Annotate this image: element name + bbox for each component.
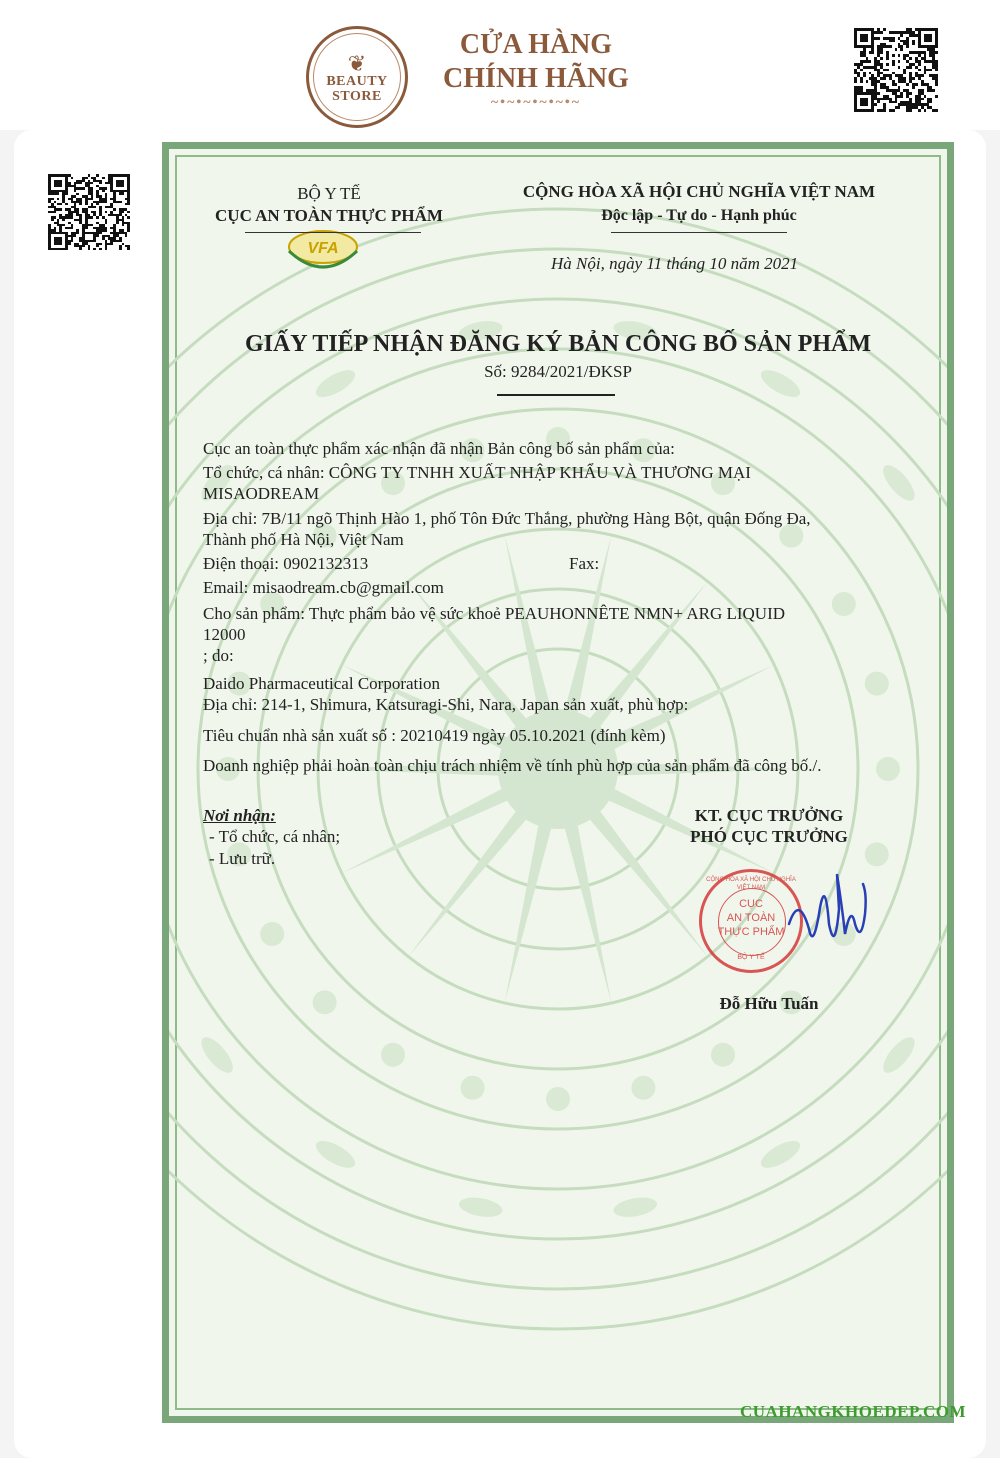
qr-code-side-icon[interactable]	[48, 174, 130, 250]
body-line: Thành phố Hà Nội, Việt Nam	[203, 530, 404, 549]
qr-module	[105, 179, 108, 182]
qr-module	[915, 92, 918, 95]
qr-module	[895, 86, 898, 89]
qr-module	[903, 28, 906, 31]
logo-text-line1: BEAUTY	[326, 74, 388, 89]
qr-module	[880, 74, 883, 77]
qr-module	[880, 95, 883, 98]
qr-module	[124, 195, 127, 198]
qr-module	[906, 63, 909, 66]
qr-module	[868, 42, 871, 45]
agency-name-line1: BỘ Y TẾ	[297, 184, 361, 203]
qr-module	[90, 247, 93, 250]
qr-code-icon[interactable]	[854, 28, 938, 112]
qr-module	[921, 109, 924, 112]
issue-date: Hà Nội, ngày 11 tháng 10 năm 2021	[551, 254, 799, 273]
certificate-title: GIẤY TIẾP NHẬN ĐĂNG KÝ BẢN CÔNG BỐ SẢN PHẨM	[244, 331, 872, 357]
nation-line2: Độc lập - Tự do - Hạnh phúc	[601, 207, 797, 224]
body-line: Địa chỉ: 214-1, Shimura, Katsuragi-Shi, Nara, Japan sản xuất, phù hợp:	[203, 695, 689, 714]
nation-underline	[611, 232, 787, 233]
qr-module	[871, 63, 874, 66]
store-header	[0, 0, 1000, 130]
logo-inner-ring	[313, 33, 401, 121]
qr-module	[874, 28, 877, 31]
qr-module	[88, 195, 91, 198]
qr-module	[868, 106, 871, 109]
qr-module	[124, 247, 127, 250]
qr-module	[90, 237, 93, 240]
qr-module	[863, 57, 866, 60]
qr-module	[935, 106, 938, 109]
signer-name: Đỗ Hữu Tuấn	[719, 994, 819, 1013]
body-line: Tiêu chuẩn nhà sản xuất số : 20210419 ngày 05.10.2021 (đính kèm)	[203, 726, 666, 745]
qr-module	[119, 216, 122, 219]
qr-module	[116, 229, 119, 232]
body-line: Cho sản phẩm: Thực phẩm bảo vệ sức khoẻ PEAUHONNÊTE NMN+ ARG LIQUID	[203, 604, 786, 623]
qr-module	[932, 42, 935, 45]
phone-line: Điện thoại: 0902132313	[203, 554, 369, 573]
body-line: Cục an toàn thực phẩm xác nhận đã nhận Bản công bố sản phẩm của:	[203, 439, 675, 458]
qr-module	[68, 195, 71, 198]
agency-name-line2: CỤC AN TOÀN THỰC PHẨM	[215, 206, 443, 225]
qr-module	[110, 229, 113, 232]
qr-module	[85, 247, 88, 250]
stamp-line2: AN TOÀN	[726, 912, 776, 924]
qr-module	[71, 182, 74, 185]
qr-module	[68, 232, 71, 235]
recipient-item: - Tổ chức, cá nhân;	[209, 827, 341, 846]
qr-module	[68, 224, 71, 227]
stamp-line1: CỤC	[739, 898, 763, 910]
title-ornament-icon: ~•~•~•~•~•~	[490, 95, 582, 110]
qr-module	[124, 200, 127, 203]
qr-module	[868, 74, 871, 77]
qr-module	[102, 195, 105, 198]
logo-ornament-icon: ❦	[347, 51, 367, 76]
qr-module	[62, 187, 65, 190]
qr-module	[880, 106, 883, 109]
store-title	[420, 28, 652, 110]
qr-module	[857, 60, 860, 63]
qr-module	[860, 48, 863, 51]
qr-module	[886, 109, 889, 112]
qr-module	[116, 247, 119, 250]
qr-module	[76, 247, 79, 250]
signature-title-line1: KT. CỤC TRƯỞNG	[694, 806, 844, 825]
qr-module	[107, 240, 110, 243]
qr-module	[107, 211, 110, 214]
body-line: 12000	[203, 625, 246, 644]
qr-module	[903, 37, 906, 40]
qr-module	[62, 213, 65, 216]
beauty-store-logo[interactable]	[306, 26, 408, 128]
qr-module	[68, 237, 71, 240]
qr-module	[85, 179, 88, 182]
certificate-number: Số: 9284/2021/ĐKSP	[484, 362, 632, 381]
nation-line1: CỘNG HÒA XÃ HỘI CHỦ NGHĨA VIỆT NAM	[522, 182, 876, 201]
recipients-title: Nơi nhận:	[203, 806, 276, 825]
qr-module	[102, 247, 105, 250]
title-underline	[497, 394, 615, 396]
qr-module	[868, 48, 871, 51]
body-line: Tổ chức, cá nhân: CÔNG TY TNHH XUẤT NHẬP KHẨU VÀ THƯƠNG MẠI	[203, 463, 751, 482]
qr-module	[65, 211, 68, 214]
qr-module	[54, 219, 57, 222]
certificate-document	[162, 142, 954, 1423]
handwritten-signature	[779, 854, 879, 964]
qr-module	[96, 247, 99, 250]
stamp-line3: THỰC PHẨM	[717, 926, 785, 938]
qr-module	[897, 100, 900, 103]
vfa-logo	[281, 227, 365, 273]
certificate-content	[169, 149, 947, 1416]
qr-module	[895, 103, 898, 106]
qr-module	[73, 179, 76, 182]
qr-module	[124, 187, 127, 190]
signature-title-line2: PHÓ CỤC TRƯỞNG	[690, 827, 848, 846]
qr-module	[903, 109, 906, 112]
qr-module	[871, 86, 874, 89]
recipient-item: - Lưu trữ.	[209, 849, 276, 868]
qr-module	[863, 89, 866, 92]
qr-module	[96, 198, 99, 201]
body-line: Daido Pharmaceutical Corporation	[203, 674, 440, 693]
qr-module	[935, 92, 938, 95]
qr-module	[96, 224, 99, 227]
store-title-line2: CHÍNH HÃNG	[443, 63, 629, 94]
qr-module	[935, 71, 938, 74]
qr-module	[892, 98, 895, 101]
qr-module	[116, 237, 119, 240]
qr-module	[51, 208, 54, 211]
qr-module	[127, 219, 130, 222]
qr-module	[73, 198, 76, 201]
body-line: Địa chỉ: 7B/11 ngõ Thịnh Hào 1, phố Tôn Đức Thắng, phường Hàng Bột, quận Đống Đa,	[203, 509, 811, 528]
qr-module	[110, 234, 113, 237]
website-watermark[interactable]: CUAHANGKHOEDEP.COM	[740, 1402, 967, 1421]
body-line: MISAODREAM	[203, 484, 320, 503]
qr-module	[935, 48, 938, 51]
qr-module	[929, 109, 932, 112]
qr-module	[73, 229, 76, 232]
qr-module	[93, 229, 96, 232]
body-line: ; do:	[203, 646, 234, 665]
qr-module	[56, 229, 59, 232]
qr-module	[877, 42, 880, 45]
vfa-logo-text: VFA	[307, 240, 339, 257]
qr-module	[51, 226, 54, 229]
qr-module	[935, 57, 938, 60]
qr-module	[915, 109, 918, 112]
qr-module	[62, 245, 65, 248]
stamp-ring-top: CỘNG HÒA XÃ HỘI CHỦ NGHĨA VIỆT NAM	[706, 877, 796, 891]
qr-module	[71, 203, 74, 206]
body-line: Doanh nghiệp phải hoàn toàn chịu trách nhiệm về tính phù hợp của sản phẩm đã công bố./.	[203, 756, 822, 775]
qr-module	[897, 92, 900, 95]
store-title-line1: CỬA HÀNG	[459, 29, 613, 60]
qr-module	[110, 224, 113, 227]
qr-module	[127, 242, 130, 245]
qr-module	[79, 242, 82, 245]
qr-module	[127, 213, 130, 216]
qr-module	[110, 195, 113, 198]
qr-module	[82, 221, 85, 224]
qr-module	[915, 31, 918, 34]
qr-module	[107, 203, 110, 206]
qr-module	[116, 211, 119, 214]
qr-module	[912, 100, 915, 103]
qr-module	[79, 234, 82, 237]
agency-underline	[245, 232, 421, 233]
fax-line: Fax:	[569, 554, 600, 573]
logo-text-line2: STORE	[332, 89, 382, 104]
qr-module	[76, 216, 79, 219]
qr-module	[88, 203, 91, 206]
qr-module	[921, 54, 924, 57]
stamp-ring-bottom: BỘ Y TẾ	[737, 954, 765, 961]
qr-module	[79, 177, 82, 180]
qr-module	[906, 98, 909, 101]
qr-module	[924, 100, 927, 103]
qr-module	[48, 203, 51, 206]
qr-module	[127, 208, 130, 211]
qr-module	[71, 208, 74, 211]
email-line: Email: misaodream.cb@gmail.com	[203, 578, 444, 597]
qr-module	[874, 109, 877, 112]
qr-module	[929, 57, 932, 60]
